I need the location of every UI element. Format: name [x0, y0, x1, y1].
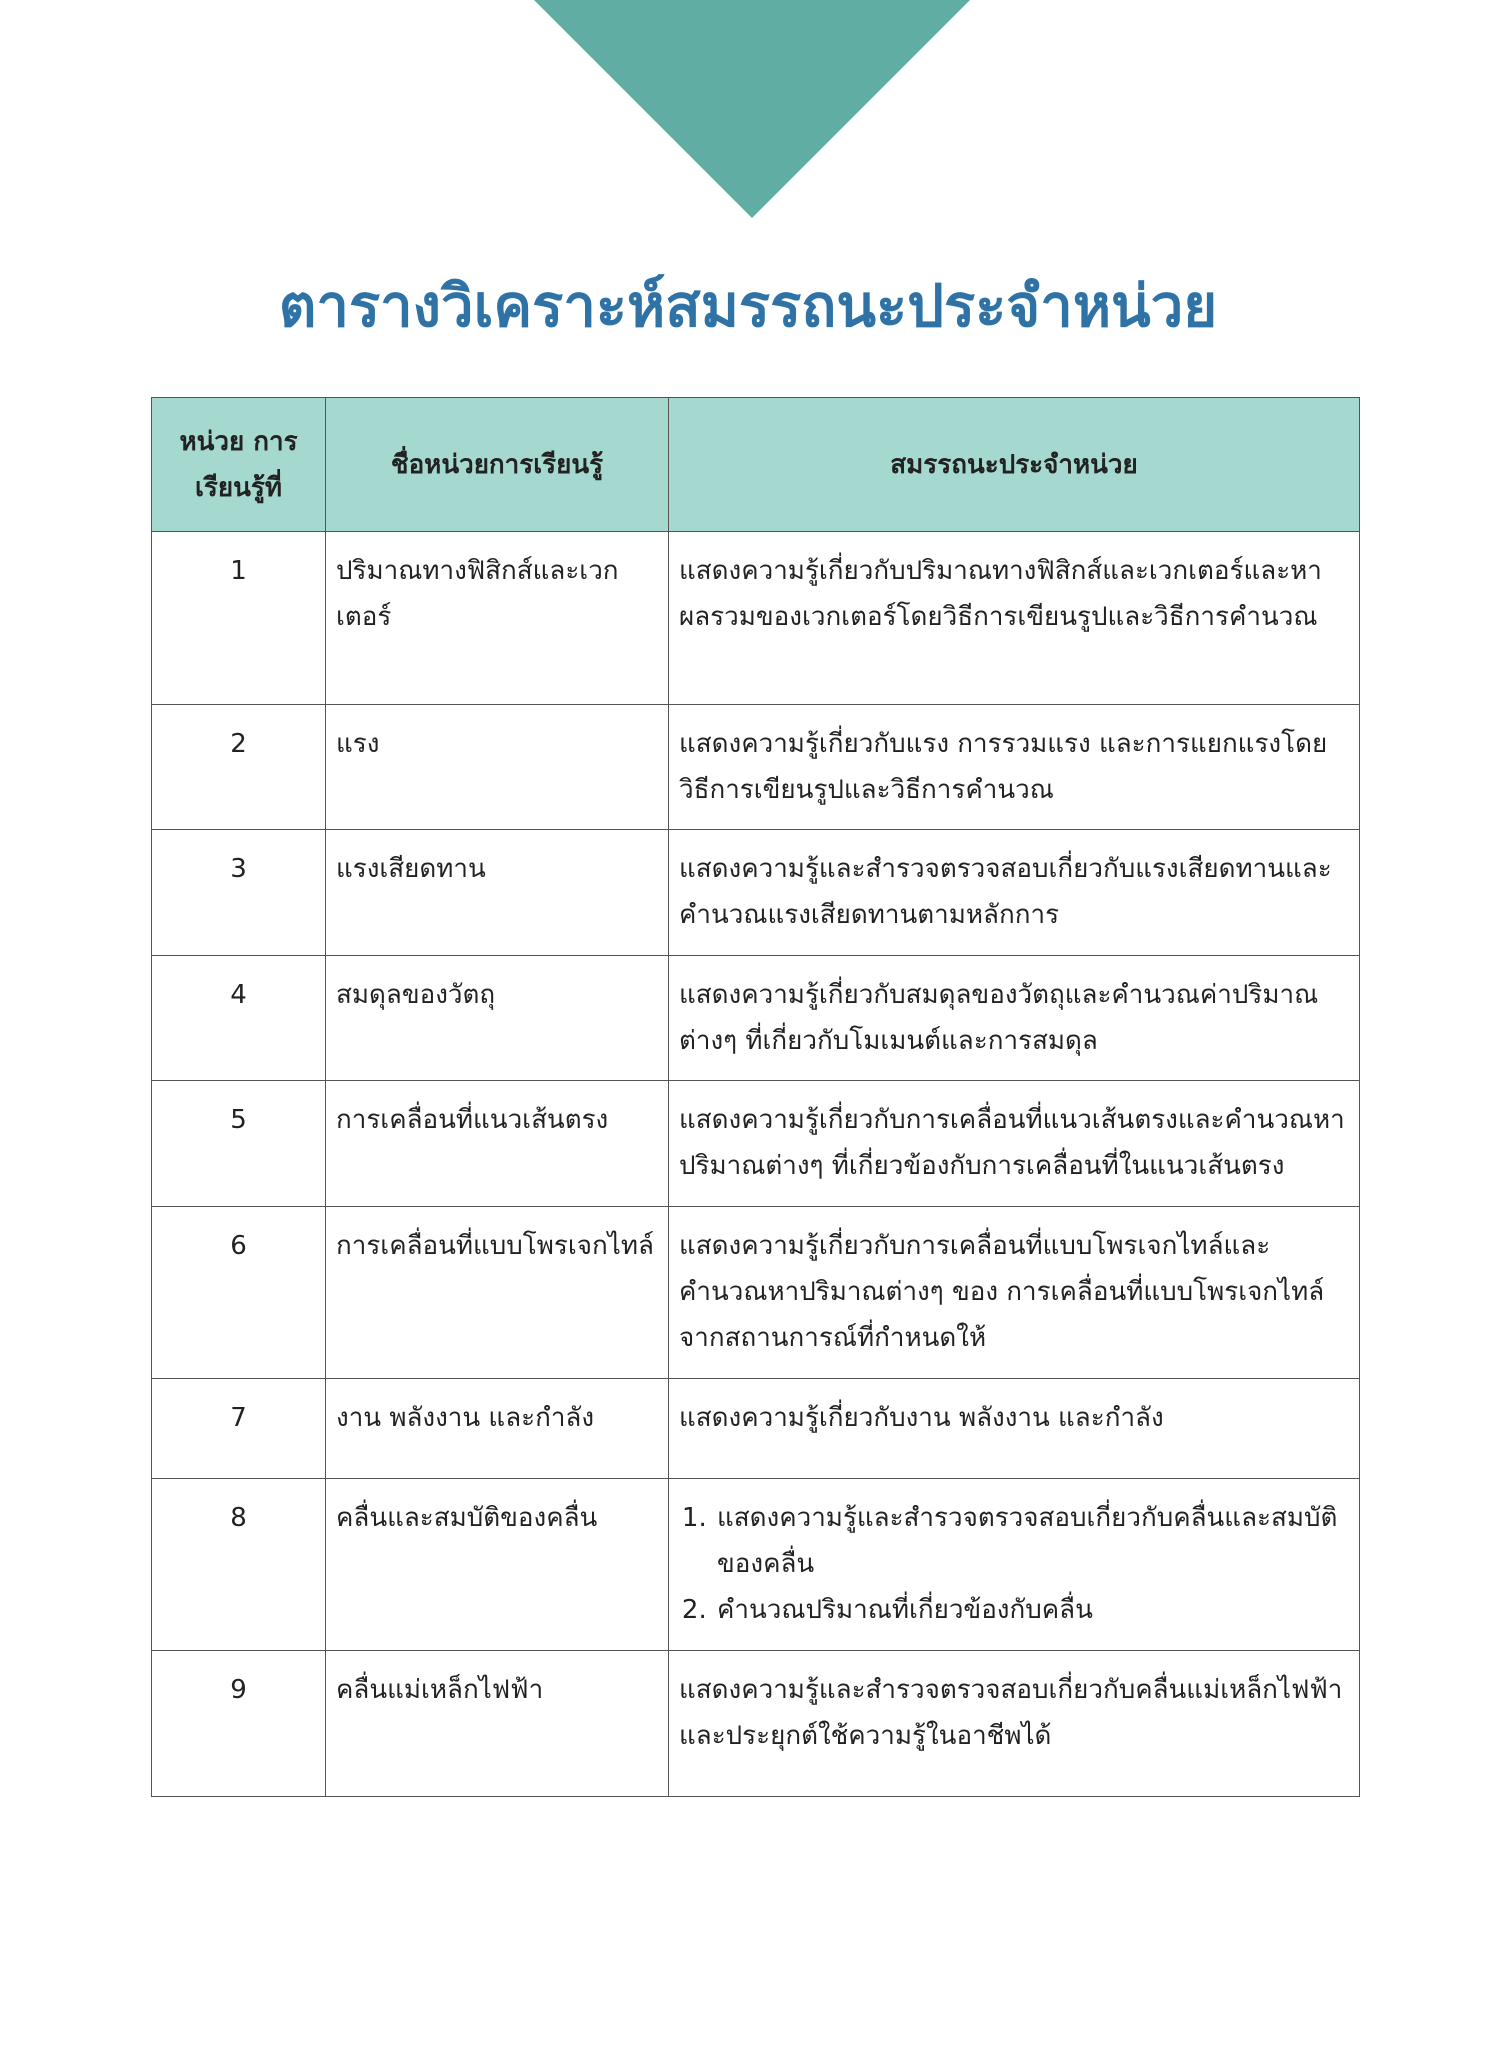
unit-name: แรงเสียดทาน	[326, 830, 669, 956]
unit-name: แรง	[326, 705, 669, 830]
table-row	[152, 1207, 1360, 1379]
unit-number: 3	[152, 830, 326, 956]
unit-competency-list-cell	[669, 1479, 1360, 1651]
unit-name: สมดุลของวัตถุ	[326, 956, 669, 1081]
competency-list	[679, 1495, 1349, 1633]
unit-competency: แสดงความรู้และสำรวจตรวจสอบเกี่ยวกับคลื่นแม่เหล็กไฟฟ้าและประยุกต์ใช้ความรู้ในอาชีพได้	[669, 1651, 1360, 1797]
header-unit-name: ชื่อหน่วยการเรียนรู้	[326, 398, 669, 532]
header-unit-no: หน่วย การเรียนรู้ที่	[152, 398, 326, 532]
unit-number: 7	[152, 1379, 326, 1479]
table-row	[152, 956, 1360, 1081]
table-row	[152, 830, 1360, 956]
table-row	[152, 705, 1360, 830]
unit-name: ปริมาณทางฟิสิกส์และเวกเตอร์	[326, 532, 669, 705]
unit-competency: แสดงความรู้เกี่ยวกับแรง การรวมแรง และการแยกแรงโดยวิธีการเขียนรูปและวิธีการคำนวณ	[669, 705, 1360, 830]
table-header-row	[152, 398, 1360, 532]
unit-competency: แสดงความรู้เกี่ยวกับปริมาณทางฟิสิกส์และเวกเตอร์และหาผลรวมของเวกเตอร์โดยวิธีการเขียนรูปและวิธีการคำนวณ	[669, 532, 1360, 705]
unit-name: การเคลื่อนที่แบบโพรเจกไทล์	[326, 1207, 669, 1379]
table-row	[152, 1479, 1360, 1651]
unit-competency: แสดงความรู้เกี่ยวกับการเคลื่อนที่แนวเส้นตรงและคำนวณหาปริมาณต่างๆ ที่เกี่ยวข้องกับการเคลื่อนที่ในแนวเส้นตรง	[669, 1081, 1360, 1207]
table-row	[152, 1651, 1360, 1797]
table-row	[152, 1081, 1360, 1207]
unit-number: 4	[152, 956, 326, 1081]
unit-name: คลื่นแม่เหล็กไฟฟ้า	[326, 1651, 669, 1797]
page-title: ตารางวิเคราะห์สมรรถนะประจำหน่วย	[278, 272, 1218, 340]
unit-competency: แสดงความรู้เกี่ยวกับงาน พลังงาน และกำลัง	[669, 1379, 1360, 1479]
unit-number: 6	[152, 1207, 326, 1379]
unit-name: งาน พลังงาน และกำลัง	[326, 1379, 669, 1479]
competency-list-item: 2. คำนวณปริมาณที่เกี่ยวข้องกับคลื่น	[715, 1587, 1349, 1633]
competency-list-item: 1. แสดงความรู้และสำรวจตรวจสอบเกี่ยวกับคลื่นและสมบัติของคลื่น	[715, 1495, 1349, 1587]
unit-number: 8	[152, 1479, 326, 1651]
unit-competency: แสดงความรู้เกี่ยวกับสมดุลของวัตถุและคำนวณค่าปริมาณต่างๆ ที่เกี่ยวกับโมเมนต์และการสมดุล	[669, 956, 1360, 1081]
unit-number: 1	[152, 532, 326, 705]
unit-name: การเคลื่อนที่แนวเส้นตรง	[326, 1081, 669, 1207]
header-competency: สมรรถนะประจำหน่วย	[669, 398, 1360, 532]
unit-competency: แสดงความรู้เกี่ยวกับการเคลื่อนที่แบบโพรเจกไทล์และคำนวณหาปริมาณต่างๆ ของ การเคลื่อนที่แบบโพรเจกไทล์จากสถานการณ์ที่กำหนดให้	[669, 1207, 1360, 1379]
table-row	[152, 1379, 1360, 1479]
competency-table	[151, 397, 1360, 1797]
unit-number: 9	[152, 1651, 326, 1797]
unit-number: 5	[152, 1081, 326, 1207]
unit-number: 2	[152, 705, 326, 830]
unit-name: คลื่นและสมบัติของคลื่น	[326, 1479, 669, 1651]
table-row	[152, 532, 1360, 705]
unit-competency: แสดงความรู้และสำรวจตรวจสอบเกี่ยวกับแรงเสียดทานและคำนวณแรงเสียดทานตามหลักการ	[669, 830, 1360, 956]
decorative-triangle	[534, 0, 970, 218]
